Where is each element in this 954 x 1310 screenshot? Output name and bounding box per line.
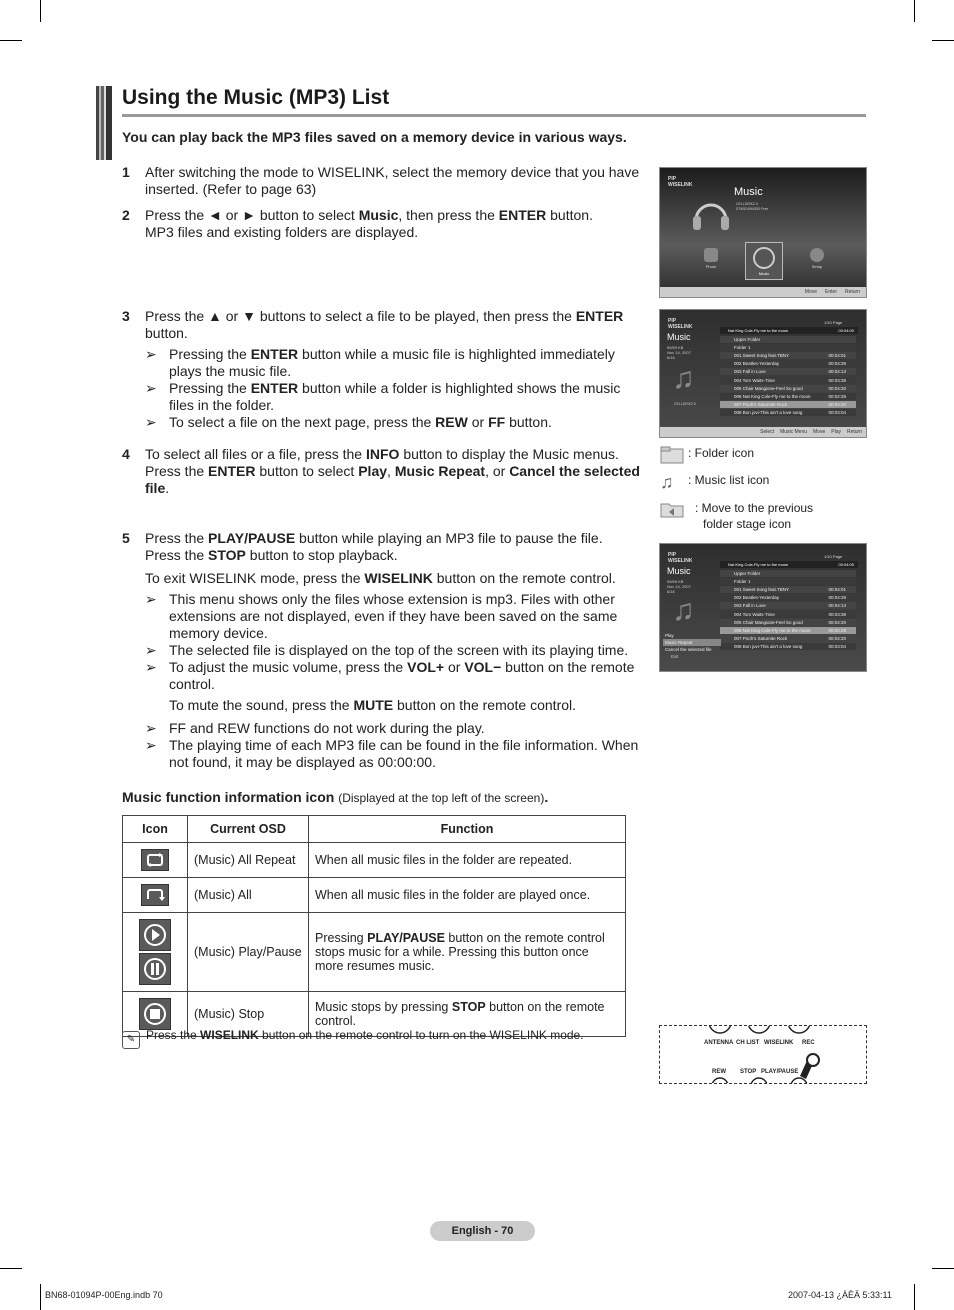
title-rule [122, 114, 866, 117]
note: ➢ Pressing the ENTER button while a music file is highlighted immediately plays the music file. [145, 346, 615, 379]
step-number: 4 [122, 446, 130, 462]
list-item[interactable]: 003 Fall in Love 00:04:13 [720, 602, 856, 609]
music-list-icon: ♫ [660, 472, 674, 492]
list-item[interactable]: 006 Nat King Cole-Fly me to the moon 00:02:29 [720, 627, 856, 634]
title-decoration [96, 86, 112, 160]
menu-item-play[interactable]: Play [665, 633, 674, 638]
table-row: (Music) All When all music files in the folder are played once. [123, 878, 626, 913]
nav-bar: Select Music Menu Move Play Return [660, 427, 866, 437]
note: ➢ Pressing the ENTER button while a folder is highlighted shows the music files in the folder. [145, 380, 621, 413]
crop-mark [40, 1284, 41, 1310]
crop-mark [914, 0, 915, 22]
note: ➢ To adjust the music volume, press the VOL+ or VOL− button on the remote control. [145, 659, 635, 692]
screenshot-music-list: PIP WISELINK Music 59/59 KB Nov 14, 2007 6/16 ♫ CELLDISK2.0 Nat King Cole-Fly me to the moon 00:04:00 1/10 Page Upper Folder Folder 1 001 Sweet Song feat.TBNY 00:04:01 002 Beatles-Yesterday 00:04:28 003 Fall in Love 00:04:13 004 Tom Waits-Time 00:03:39 005 Chair Mangione-Feel So good 00:04:20 006 Nat King Cole-Fly me to the moon 00:02:29 007 Pooh's Saturnite Rock 00:04:20 008 Bon jovi-This ain't a love song 00:03:04 Select Music Menu Move Play Return [659, 309, 867, 438]
step-4 [122, 446, 642, 497]
screenshot-wiselink-main: PIP WISELINK Music CELLDISK2.0 STARDISK/830 Free Photo Music Setup Move Enter Return [659, 167, 867, 298]
nav-bar: Move Enter Return [660, 287, 866, 297]
screen-title: Music [734, 186, 763, 198]
list-item[interactable]: 008 Bon jovi-This ain't a love song 00:03:04 [720, 409, 856, 416]
table-row: (Music) Stop Music stops by pressing STOP button on the remote control. [123, 992, 626, 1037]
step-5 [122, 530, 642, 771]
step-number: 1 [122, 164, 130, 180]
list-item[interactable]: 007 Pooh's Saturnite Rock 00:04:20 [720, 635, 856, 642]
crop-mark [0, 1268, 22, 1269]
list-item[interactable]: 006 Nat King Cole-Fly me to the moon 00:02:29 [720, 393, 856, 400]
folder-icon [660, 446, 684, 464]
list-item[interactable]: 005 Chair Mangione-Feel So good 00:04:20 [720, 385, 856, 392]
step-number: 5 [122, 530, 130, 546]
icon-music[interactable]: Music [745, 242, 783, 280]
screenshot-music-menu: PIP WISELINK Music 59/59 KB Nov 14, 2007 6/16 ♫ Nat King Cole-Fly me to the moon 00:04:00 1/10 Page Upper Folder Folder 1 001 Sweet Song feat.TBNY 00:04:01 002 Beatles-Yesterday 00:04:28 003 Fall in Love 00:04:13 004 Tom Waits-Time 00:03:39 005 Chair Mangione-Feel So good 00:04:20 006 Nat King Cole-Fly me to the moon 00:02:29 007 Pooh's Saturnite Rock 00:04:20 008 Bon jovi-This ain't a love song 00:03:04 Play Music Repeat Cancel the selected file Exit [659, 543, 867, 672]
note: ➢ To select a file on the next page, press the REW or FF button. [145, 414, 552, 430]
note: ➢ The selected file is displayed on the top of the screen with its playing time. [145, 642, 629, 658]
all-play-icon [123, 878, 188, 913]
table-header: Icon Current OSD Function [123, 816, 626, 843]
music-menu [663, 632, 721, 660]
menu-exit[interactable]: Exit [671, 654, 679, 659]
list-item[interactable]: Folder 1 [720, 578, 856, 585]
section-heading: Music function information icon (Displayed at the top left of the screen). [122, 789, 549, 805]
footer-file: BN68-01094P-00Eng.indb 70 [45, 1290, 163, 1300]
note-icon: ✎ [122, 1031, 140, 1049]
icon-setup[interactable]: Setup [808, 246, 826, 276]
footnote: ✎ Press the WISELINK button on the remote control to turn on the WISELINK mode. [122, 1028, 584, 1049]
icon-table [122, 815, 626, 1037]
list-item[interactable]: Upper Folder [720, 570, 856, 577]
list-item[interactable]: 003 Fall in Love 00:04:13 [720, 368, 856, 375]
menu-item-cancel[interactable]: Cancel the selected file [665, 647, 712, 652]
list-item[interactable]: 004 Tom Waits-Time 00:03:39 [720, 377, 856, 384]
now-playing: Nat King Cole-Fly me to the moon 00:04:00 [720, 327, 858, 334]
step-text: Press the ▲ or ▼ buttons to select a file to be played, then press the ENTER button. ➢ Pressing the ENTER button while a music file is highlighted immediately plays the music file. ➢ Pressing the ENTER button while a folder is highlighted shows the music files in the folder. ➢ To select a file on the next page, press the REW or FF button. [145, 308, 642, 431]
list-item[interactable]: Folder 1 [720, 344, 856, 351]
all-repeat-icon [123, 843, 188, 878]
screen-title: Music [667, 332, 691, 342]
crop-mark [40, 0, 41, 22]
crop-mark [932, 40, 954, 41]
crop-mark [0, 40, 22, 41]
exit-text: To exit WISELINK mode, press the WISELINK button on the remote control. [145, 570, 616, 586]
step-number: 3 [122, 308, 130, 324]
note: ➢ FF and REW functions do not work during the play. [145, 720, 485, 736]
menu-item-music-repeat[interactable]: Music Repeat [663, 639, 721, 646]
footer-date: 2007-04-13 ¿ÀÈÄ 5:33:11 [788, 1290, 892, 1300]
note: ➢ The playing time of each MP3 file can be found in the file information. When not found, it may be displayed as 00:00:00. [145, 737, 639, 770]
step-3 [122, 308, 642, 431]
step-number: 2 [122, 207, 130, 223]
step-text: Press the PLAY/PAUSE button while playing an MP3 file to pause the file. Press the STOP button to stop playback. To exit WISELINK mode, press the WISELINK button on the remote control. ➢ This menu shows only the files whose extension is mp3. Files with other extensions are not displayed, even if they have been saved on the same memory device. ➢ The selected file is displayed on the top of the screen with its playing time. ➢ To adjust the music volume, press the VOL+ or VOL− button on the remote control. To mute the sound, press the MUTE button on the remote control. ➢ FF and REW functions do not work during the play. ➢ The playing time of each MP3 file can be found in the file information. When not found, it may be displayed as 00:00:00. [145, 530, 642, 771]
music-note-icon: ♫ [672, 594, 695, 627]
headphones-icon [688, 190, 734, 236]
table-row: (Music) Play/Pause Pressing PLAY/PAUSE button on the remote control stops music for a while. Pressing this button once more resumes music. [123, 913, 626, 992]
list-item[interactable]: 005 Chair Mangione-Feel So good 00:04:20 [720, 619, 856, 626]
step-text: Press the ◄ or ► button to select Music, then press the ENTER button. MP3 files and existing folders are displayed. [145, 207, 593, 240]
page-number: English - 70 [430, 1221, 535, 1241]
legend-folder: : Folder icon [660, 446, 754, 460]
crop-mark [914, 1284, 915, 1310]
screen-title: Music [667, 566, 691, 576]
list-item[interactable]: 002 Beatles-Yesterday 00:04:28 [720, 594, 856, 601]
legend-music-list: ♫ : Music list icon [660, 472, 770, 492]
crop-mark [932, 1268, 954, 1269]
note: ➢ This menu shows only the files whose extension is mp3. Files with other extensions are not displayed, even if they have been saved on the same memory device. [145, 591, 618, 641]
previous-folder-icon [660, 500, 684, 518]
step-1 [122, 164, 642, 198]
pause-icon [139, 953, 171, 985]
now-playing: Nat King Cole-Fly me to the moon 00:04:00 [720, 561, 858, 568]
music-note-icon: ♫ [672, 362, 695, 395]
icon-photo[interactable]: Photo [702, 246, 720, 276]
list-item[interactable]: 001 Sweet Song feat.TBNY 00:04:01 [720, 352, 856, 359]
page-title: Using the Music (MP3) List [122, 86, 390, 109]
list-item[interactable]: 002 Beatles-Yesterday 00:04:28 [720, 360, 856, 367]
play-icon [139, 919, 171, 951]
mute-text: To mute the sound, press the MUTE button on the remote control. [169, 697, 577, 713]
lead-text: You can play back the MP3 files saved on a memory device in various ways. [122, 129, 627, 145]
list-item[interactable]: 001 Sweet Song feat.TBNY 00:04:01 [720, 586, 856, 593]
step-text: To select all files or a file, press the INFO button to display the Music menus. Press the ENTER button to select Play, Music Repeat, or Cancel the selected file. [145, 446, 640, 496]
step-2 [122, 207, 642, 241]
legend-previous: : Move to the previous folder stage icon [660, 500, 813, 532]
list-item[interactable]: 007 Pooh's Saturnite Rock 00:04:20 [720, 401, 856, 408]
remote-control-illustration: ANTENNA CH LIST WISELINK REC REW STOP PLAY/PAUSE [659, 1025, 867, 1084]
table-row: (Music) All Repeat When all music files in the folder are repeated. [123, 843, 626, 878]
step-text: After switching the mode to WISELINK, select the memory device that you have inserted. (Refer to page 63) [145, 164, 640, 197]
list-item[interactable]: 004 Tom Waits-Time 00:03:39 [720, 611, 856, 618]
list-item[interactable]: 008 Bon jovi-This ain't a love song 00:03:04 [720, 643, 856, 650]
list-item[interactable]: Upper Folder [720, 336, 856, 343]
